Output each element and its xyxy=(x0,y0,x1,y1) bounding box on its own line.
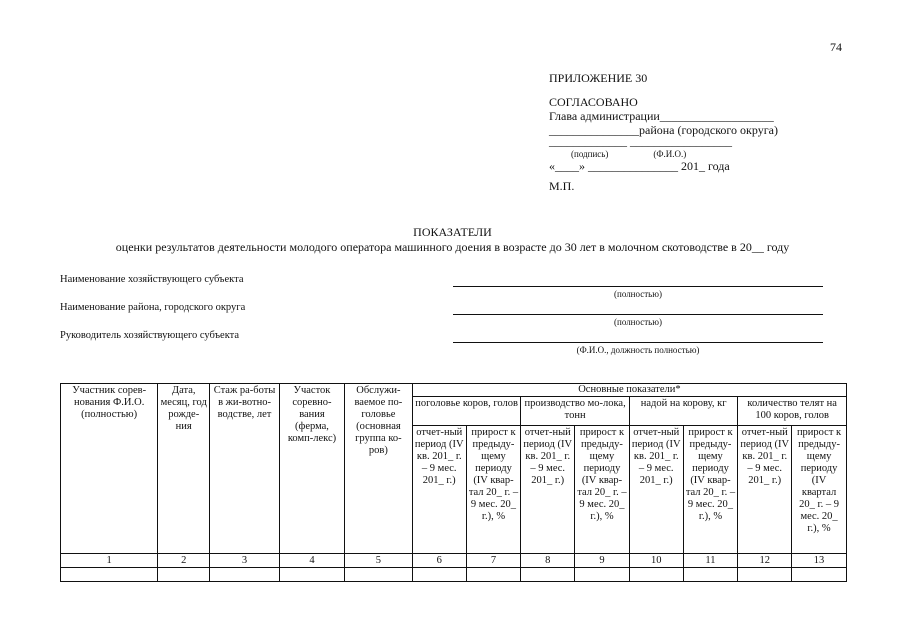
district-name-caption: (полностью) xyxy=(614,317,662,327)
district-name-line[interactable] xyxy=(453,314,823,315)
cow-herd-header: поголовье коров, голов xyxy=(412,397,521,426)
growth-header: прирост к предыду-щему периоду (IV квар-тал 20_ г. – 9 мес. 20_ г.), % xyxy=(683,426,738,554)
column-number: 13 xyxy=(792,554,847,568)
column-number: 8 xyxy=(521,554,575,568)
column-number: 11 xyxy=(683,554,738,568)
page-number: 74 xyxy=(830,40,842,54)
growth-header: прирост к предыду-щему периоду (IV квар-тал 20_ г. – 9 мес. 20_ г.), % xyxy=(466,426,521,554)
agreed-label: СОГЛАСОВАНО xyxy=(549,95,638,109)
table-cell[interactable] xyxy=(629,568,683,582)
district-line: _______________района (городского округа) xyxy=(549,123,778,137)
table-cell[interactable] xyxy=(344,568,412,582)
table-cell[interactable] xyxy=(466,568,521,582)
document-subtitle: оценки результатов деятельности молодого оператора машинного доения в возрасте до 30 лет в молочном скотоводстве в 20__ году xyxy=(115,240,790,254)
report-period-header: отчет-ный период (IV кв. 201_ г. – 9 мес. 201_ г.) xyxy=(521,426,575,554)
birth-date-header: Дата, месяц, год рожде-ния xyxy=(158,384,210,554)
table-cell[interactable] xyxy=(61,568,158,582)
report-period-header: отчет-ный период (IV кв. 201_ г. – 9 мес. 201_ г.) xyxy=(629,426,683,554)
participant-header: Участник сорев-нования Ф.И.О. (полностью) xyxy=(61,384,158,554)
entity-name-line[interactable] xyxy=(453,286,823,287)
milk-production-header: производство мо-лока, тонн xyxy=(521,397,630,426)
signature-blanks: _____________ _________________ xyxy=(549,134,732,148)
competition-site-header: Участок соревно-вания (ферма, комп-лекс) xyxy=(280,384,345,554)
entity-name-label: Наименование хозяйствующего субъекта xyxy=(60,274,244,285)
table-cell[interactable] xyxy=(575,568,630,582)
column-number: 5 xyxy=(344,554,412,568)
manager-caption: (Ф.И.О., должность полностью) xyxy=(576,345,700,355)
column-number: 7 xyxy=(466,554,521,568)
appendix-label: ПРИЛОЖЕНИЕ 30 xyxy=(549,71,648,85)
table-cell[interactable] xyxy=(683,568,738,582)
growth-header: прирост к предыду-щему периоду (IV квар-тал 20_ г. – 9 мес. 20_ г.), % xyxy=(575,426,630,554)
growth-header: прирост к предыду-щему периоду (IV квартал 20_ г. – 9 мес. 20_ г.), % xyxy=(792,426,847,554)
column-number: 4 xyxy=(280,554,345,568)
report-period-header: отчет-ный период (IV кв. 201_ г. – 9 мес. 201_ г.) xyxy=(738,426,792,554)
document-title: ПОКАЗАТЕЛИ xyxy=(413,225,492,239)
head-of-administration-line: Глава администрации___________________ xyxy=(549,109,774,123)
column-number: 9 xyxy=(575,554,630,568)
indicators-table xyxy=(60,383,847,582)
column-number: 6 xyxy=(412,554,466,568)
seal-label: М.П. xyxy=(549,179,575,193)
main-indicators-header: Основные показатели* xyxy=(412,384,846,397)
milk-yield-header: надой на корову, кг xyxy=(629,397,738,426)
table-cell[interactable] xyxy=(280,568,345,582)
empty-data-row xyxy=(61,568,847,582)
signature-caption: (подпись) (Ф.И.О.) xyxy=(571,149,687,159)
manager-label: Руководитель хозяйствующего субъекта xyxy=(60,330,240,341)
manager-line[interactable] xyxy=(453,342,823,343)
report-period-header: отчет-ный период (IV кв. 201_ г. – 9 мес. 201_ г.) xyxy=(412,426,466,554)
date-line: «____» _______________ 201_ года xyxy=(549,159,730,173)
column-number: 3 xyxy=(210,554,280,568)
column-number: 12 xyxy=(738,554,792,568)
column-number: 2 xyxy=(158,554,210,568)
table-cell[interactable] xyxy=(738,568,792,582)
experience-header: Стаж ра-боты в жи-вотно-водстве, лет xyxy=(210,384,280,554)
entity-name-caption: (полностью) xyxy=(614,289,662,299)
column-number: 10 xyxy=(629,554,683,568)
table-cell[interactable] xyxy=(158,568,210,582)
district-name-label: Наименование района, городского округа xyxy=(60,302,246,313)
calves-header: количество телят на 100 коров, голов xyxy=(738,397,847,426)
column-number: 1 xyxy=(61,554,158,568)
column-number-row xyxy=(61,554,847,568)
livestock-served-header: Обслужи-ваемое по-головье (основная группа ко-ров) xyxy=(344,384,412,554)
table-cell[interactable] xyxy=(792,568,847,582)
table-cell[interactable] xyxy=(412,568,466,582)
approval-block xyxy=(549,71,778,193)
table-cell[interactable] xyxy=(210,568,280,582)
table-cell[interactable] xyxy=(521,568,575,582)
header-row-1 xyxy=(61,384,847,397)
